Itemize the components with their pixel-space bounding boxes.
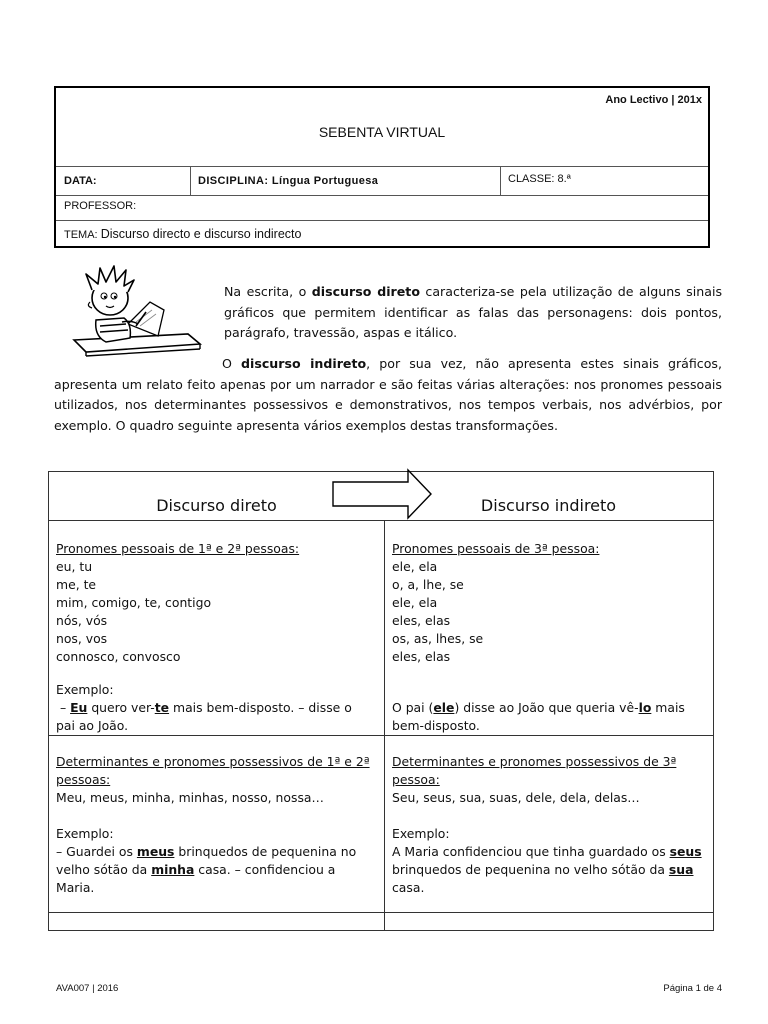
- emphasis: minha: [151, 862, 195, 877]
- intro-paragraph-2: [54, 354, 722, 436]
- emphasis: te: [154, 700, 170, 715]
- row1-right-list: ele, ela o, a, lhe, se ele, ela eles, elas os, as, lhes, se eles, elas: [392, 559, 484, 664]
- row2-left-heading: [56, 753, 374, 789]
- disciplina-field: [198, 175, 378, 187]
- row1-left-list: eu, tu me, te mim, comigo, te, contigo nós, vós nos, vos connosco, convosco: [56, 559, 212, 664]
- emphasis: sua: [668, 862, 694, 877]
- row1-left-example: [56, 699, 374, 735]
- row1-right-cell: [392, 540, 702, 666]
- divider: [49, 735, 713, 736]
- text-span: O pai (: [392, 700, 434, 715]
- text-span: ) disse ao João que queria vê-: [454, 700, 639, 715]
- row2-right-example: [392, 843, 708, 897]
- page-number: Página 1 de 4: [663, 983, 722, 994]
- text-span: casa.: [392, 880, 425, 895]
- disciplina-value: Língua Portuguesa: [271, 175, 379, 187]
- document-title: SEBENTA VIRTUAL: [318, 124, 446, 140]
- divider: [56, 195, 708, 196]
- text-span: A Maria confidenciou que tinha guardado os: [392, 844, 670, 859]
- emphasis: meus: [136, 844, 175, 859]
- text-span: mais bem-disposto. – disse o pai ao João.: [56, 700, 352, 733]
- comparison-table: [48, 471, 714, 931]
- text-span: , por sua vez, não apresenta estes sinais gráficos, apresenta um relato feito apenas por um narrador e são feitas várias alterações: nos pronomes pessoais utilizados, nos determinantes possessivos e demonstrativos, nos tempos verbais, nos advérbios, por exemplo. O quadro seguinte apresenta vários exemplos destas transformações.: [54, 356, 722, 433]
- classe-field: CLASSE: 8.ª: [508, 173, 571, 185]
- divider: [500, 166, 501, 195]
- row2-left-example-label: Exemplo:: [56, 826, 114, 841]
- text-span: brinquedos de pequenina no velho sótão da: [392, 862, 669, 877]
- footer-code: AVA007 | 2016: [56, 983, 119, 994]
- text-span: caracteriza-se pela utilização de alguns sinais gráficos que permitem identificar as falas das personagens: dois pontos, parágrafo, travessão, aspas e itálico.: [224, 284, 723, 341]
- emphasis: seus: [669, 844, 702, 859]
- row1-left-cell: [56, 540, 374, 666]
- row2-left-example: [56, 843, 362, 897]
- divider: [49, 912, 713, 913]
- ano-lectivo: Ano Lectivo | 201x: [605, 94, 702, 106]
- row2-left-list: Meu, meus, minha, minhas, nosso, nossa…: [56, 790, 324, 805]
- divider: [56, 220, 708, 221]
- text-span: –: [56, 700, 71, 715]
- text-span: quero ver-: [87, 700, 155, 715]
- intro-paragraph-1: [224, 282, 722, 344]
- disciplina-label: DISCIPLINA:: [198, 175, 269, 187]
- text-span: Determinantes e pronomes possessivos de 1ª e 2ª pessoas:: [56, 754, 370, 787]
- arrow-right-icon: [330, 468, 434, 520]
- tema-label: TEMA:: [64, 229, 98, 241]
- tema-value: Discurso directo e discurso indirecto: [100, 227, 302, 241]
- emphasis: ele: [433, 700, 455, 715]
- text-span: – Guardei os: [56, 844, 137, 859]
- text-span: casa. – confidenciou a Maria.: [56, 862, 336, 895]
- text-span: Na escrita, o: [224, 284, 312, 299]
- row1-right-example: [392, 699, 702, 735]
- tema-field: [64, 227, 301, 241]
- header-box: [54, 86, 710, 248]
- row1-left-example-label: Exemplo:: [56, 682, 114, 697]
- emphasis: Eu: [70, 700, 88, 715]
- term-discurso-indireto: discurso indireto: [241, 356, 367, 371]
- row2-right-list: Seu, seus, sua, suas, dele, dela, delas…: [392, 790, 640, 805]
- emphasis: lo: [638, 700, 652, 715]
- data-label: DATA:: [64, 175, 97, 187]
- divider: [384, 520, 385, 930]
- row2-right-heading: [392, 753, 692, 789]
- text-span: Determinantes e pronomes possessivos de 3ª pessoa:: [392, 754, 677, 787]
- row2-right-example-label: Exemplo:: [392, 826, 450, 841]
- divider: [190, 166, 191, 195]
- row1-left-heading: Pronomes pessoais de 1ª e 2ª pessoas:: [56, 541, 300, 556]
- divider: [49, 520, 713, 521]
- text-span: O: [222, 356, 242, 371]
- column-title-indireto: Discurso indireto: [480, 496, 617, 515]
- column-title-direto: Discurso direto: [156, 496, 277, 515]
- divider: [56, 166, 708, 167]
- text-span: brinquedos de pequenina no velho sótão da: [56, 844, 357, 877]
- professor-field: PROFESSOR:: [64, 200, 137, 212]
- row1-right-heading: Pronomes pessoais de 3ª pessoa:: [392, 541, 600, 556]
- term-discurso-direto: discurso direto: [311, 284, 420, 299]
- cartoon-boy-writing-illustration: [66, 262, 206, 358]
- text-span: mais bem-disposto.: [392, 700, 685, 733]
